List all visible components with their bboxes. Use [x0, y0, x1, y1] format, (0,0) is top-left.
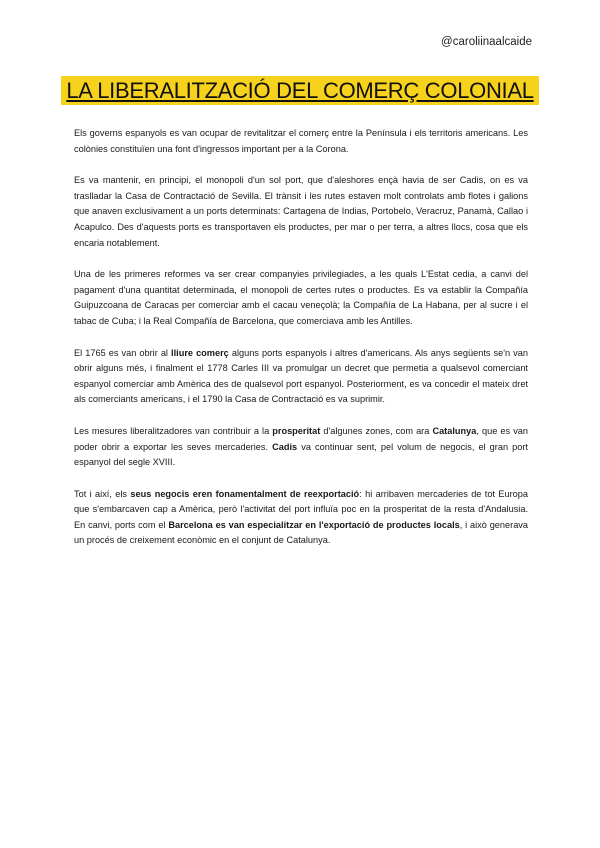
- paragraph-5: [74, 424, 528, 471]
- text-run: , que es van poder obrir a exportar les seves mercaderies.: [74, 425, 529, 452]
- text-run: : hi arribaven mercaderies de tot Europa que s'embarcaven cap a Amèrica, però l'activitat del port influïa poc en la prosperitat de la resta d'Andalusia. En canvi, ports com el: [74, 488, 529, 530]
- bold-phrase: Catalunya: [432, 425, 477, 436]
- bold-phrase: seus negocis eren fonamentalment de reexportació: [130, 488, 360, 499]
- bold-phrase: lliure comerç: [171, 347, 229, 358]
- paragraph-2: Es va mantenir, en principi, el monopoli d'un sol port, que d'aleshores ençà havia de ser Cadis, on es va traslladar la Casa de Contractació de Sevilla. El trànsit i les rutes estaven molt controlats amb flotes i galions que anaven exclusivament a un ports determinats: Cartagena de Indias, Portobelo, Veracruz, Panamà, Callao i Acapulco. Des d'aquests ports es transportaven els productes, per mar o per terra, a altres llocs, cosa que els encaria notablement.: [74, 175, 528, 248]
- text-run: Tot i així, els: [74, 488, 131, 499]
- paragraph-3: Una de les primeres reformes va ser crear companyies privilegiades, a les quals L'Estat cedia, a canvi del pagament d'una quantitat determinada, el monopoli de certes rutes o productes. Es va establir la Compañía Guipuzcoana de Caracas per comerciar amb el cacau veneçolà; la Compañía de La Habana, per al sucre i el tabac de Cuba; i la Real Compañía de Barcelona, que comerciava amb les Antilles.: [74, 269, 528, 326]
- text-run: alguns ports espanyols i altres d'americans. Als anys següents se'n van obrir alguns més, i finalment el 1778 Carles III va promulgar un decret que permetia a qualsevol comerciant espanyol comerciar amb Amèrica des de qualsevol port espanyol. Posteriorment, es va concedir el mateix dret als comerciants americans, i el 1790 la Casa de Contractació es va suprimir.: [74, 347, 528, 405]
- document-body: [74, 126, 528, 565]
- bold-phrase: prosperitat: [272, 425, 321, 436]
- text-run: va continuar sent, pel volum de negocis, el gran port espanyol del segle XVIII.: [74, 441, 528, 468]
- text-run: , i això generava un procés de creixement econòmic en el conjunt de Catalunya.: [74, 519, 529, 546]
- text-run: Les mesures liberalitzadores van contribuir a la: [74, 425, 273, 436]
- paragraph-6: [74, 487, 528, 549]
- text-run: d'algunes zones, com ara: [320, 425, 433, 436]
- paragraph-1: Els governs espanyols es van ocupar de revitalitzar el comerç entre la Península i els territoris americans. Les colònies constituïen una font d'ingressos important per a la Corona.: [74, 128, 528, 154]
- page-title: LA LIBERALITZACIÓ DEL COMERÇ COLONIAL: [61, 76, 538, 105]
- bold-phrase: Barcelona es van especialitzar en l'exportació de productes locals: [168, 519, 460, 530]
- title-container: [0, 76, 600, 105]
- paragraph-4: [74, 346, 528, 408]
- text-run: El 1765 es van obrir al: [74, 347, 172, 358]
- author-handle: @caroliinaalcaide: [441, 36, 532, 48]
- bold-phrase: Cadis: [272, 441, 298, 452]
